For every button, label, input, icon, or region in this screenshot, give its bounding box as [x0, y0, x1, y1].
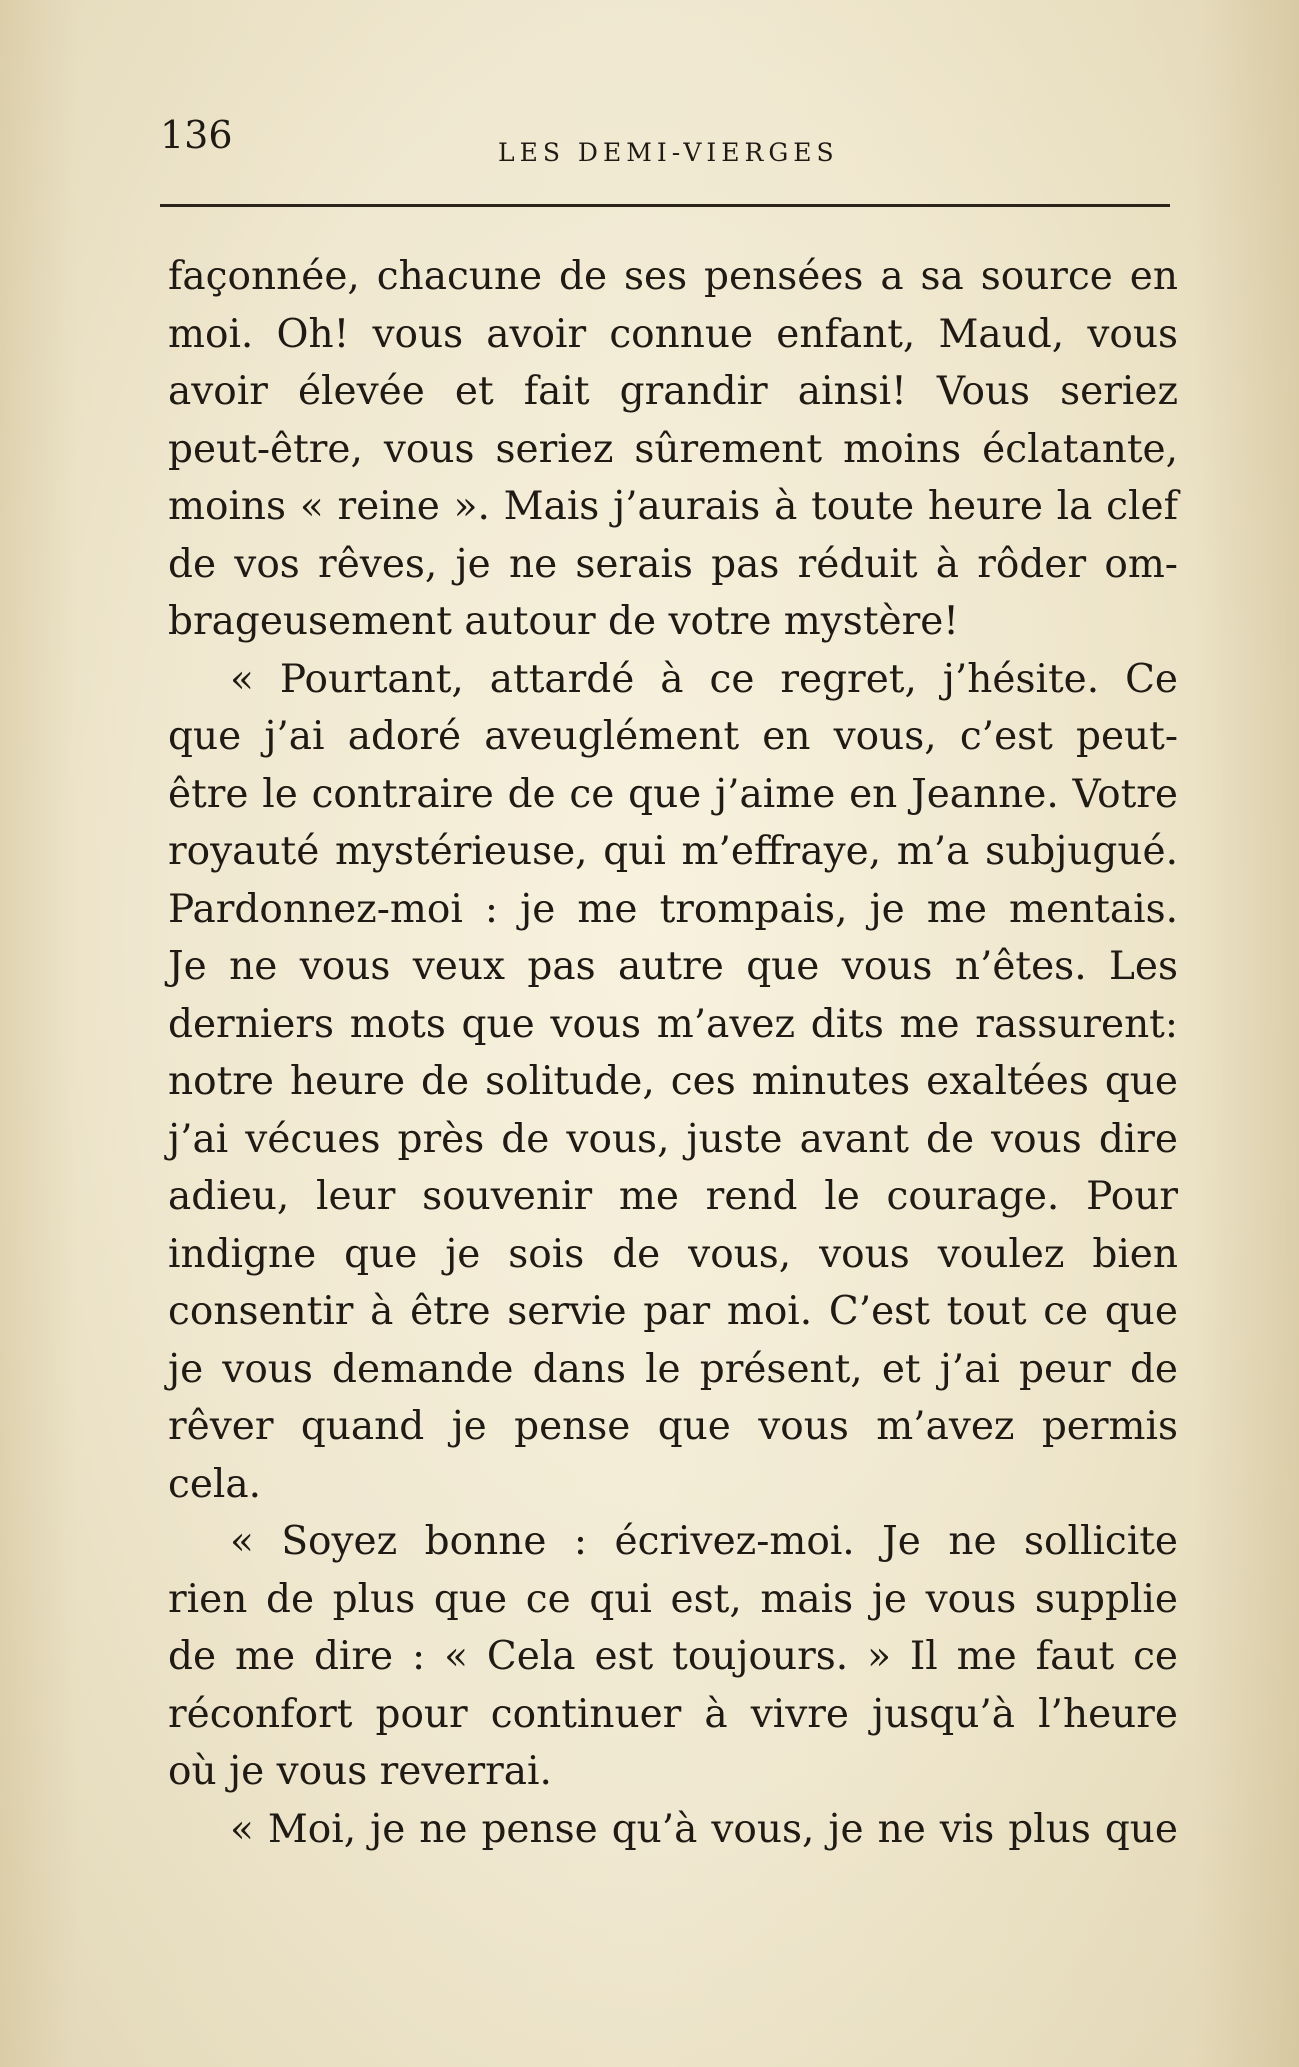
text-line: moi. Oh! vous avoir connue enfant, Maud, vous — [168, 311, 1178, 357]
header-rule — [160, 204, 1170, 207]
text-line: que j’ai adoré aveuglément en vous, c’est peut- — [168, 714, 1178, 759]
text-line: notre heure de solitude, ces minutes exaltées que — [168, 1059, 1178, 1104]
text-line: façonnée, chacune de ses pensées a sa source en — [168, 254, 1178, 299]
text-line: je vous demande dans le présent, et j’ai peur de — [168, 1346, 1178, 1392]
paragraph-last-line: brageusement autour de votre mystère! — [168, 599, 959, 644]
paragraph-first-line: « Soyez bonne : écrivez-moi. Je ne sollicite — [230, 1519, 1178, 1564]
text-line: derniers mots que vous m’avez dits me rassurent: — [168, 1001, 1178, 1047]
text-line: rien de plus que ce qui est, mais je vous supplie — [168, 1576, 1178, 1622]
text-line: consentir à être servie par moi. C’est tout ce que — [168, 1289, 1178, 1334]
text-line: de vos rêves, je ne serais pas réduit à rôder om- — [168, 541, 1178, 587]
text-line: Je ne vous veux pas autre que vous n’êtes. Les — [168, 944, 1178, 989]
page-number: 136 — [160, 113, 233, 157]
text-line: Pardonnez-moi : je me trompais, je me mentais. — [168, 886, 1178, 932]
body-text — [168, 248, 1178, 1858]
text-line: moins « reine ». Mais j’aurais à toute heure la clef — [168, 484, 1178, 529]
paragraph-first-line: « Pourtant, attardé à ce regret, j’hésite. Ce — [230, 656, 1178, 702]
text-line: rêver quand je pense que vous m’avez permis — [168, 1404, 1178, 1449]
text-line: réconfort pour continuer à vivre jusqu’à l’heure — [168, 1691, 1178, 1737]
paragraph-last-line: cela. — [168, 1461, 262, 1507]
text-line: être le contraire de ce que j’aime en Jeanne. Votre — [168, 771, 1178, 817]
text-line: de me dire : « Cela est toujours. » Il me faut ce — [168, 1634, 1178, 1679]
paragraph-first-line: « Moi, je ne pense qu’à vous, je ne vis plus que — [230, 1806, 1178, 1852]
text-line: royauté mystérieuse, qui m’effraye, m’a subjugué. — [168, 829, 1178, 874]
paragraph-last-line: où je vous reverrai. — [168, 1749, 552, 1794]
text-line: j’ai vécues près de vous, juste avant de vous dire — [168, 1116, 1178, 1162]
running-head: LES DEMI-VIERGES — [498, 138, 839, 167]
text-line: avoir élevée et fait grandir ainsi! Vous seriez — [168, 369, 1178, 414]
text-line: indigne que je sois de vous, vous voulez bien — [168, 1231, 1178, 1277]
text-line: adieu, leur souvenir me rend le courage. Pour — [168, 1174, 1178, 1219]
text-line: peut-être, vous seriez sûrement moins éclatante, — [168, 426, 1178, 472]
